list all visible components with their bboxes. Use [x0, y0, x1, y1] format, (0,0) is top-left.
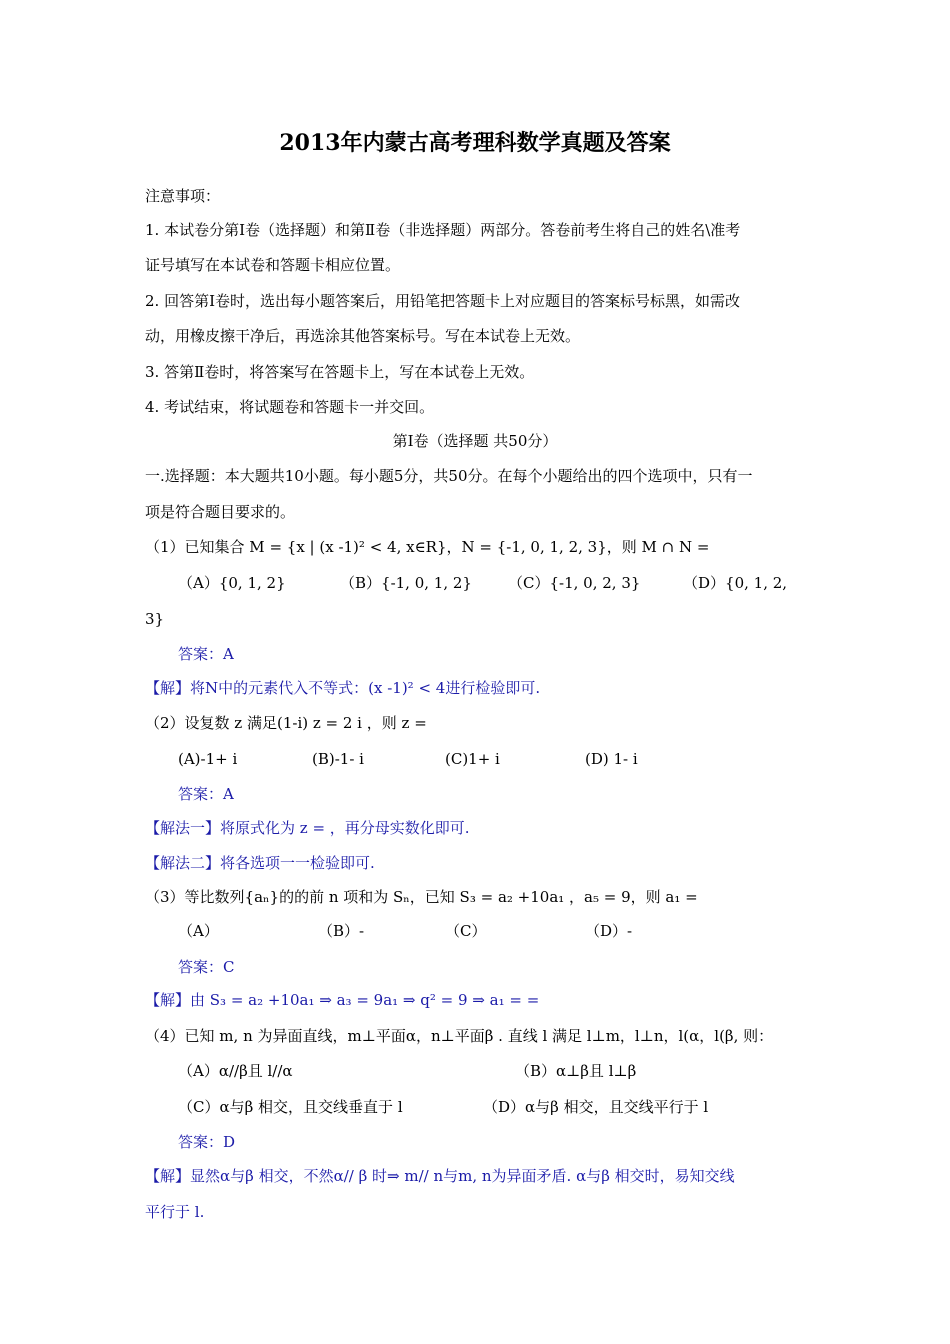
q3-option-a: （A） [178, 922, 219, 940]
section-intro: 一.选择题：本大题共10小题。每小题5分，共50分。在每个小题给出的四个选项中，只有一 [145, 467, 753, 485]
q1-option-a: （A）{0, 1, 2} [178, 574, 286, 592]
page-title: 2013年内蒙古高考理科数学真题及答案 [279, 130, 671, 156]
q1-answer: 答案：A [178, 645, 234, 663]
notice-item: 1. 本试卷分第Ⅰ卷（选择题）和第Ⅱ卷（非选择题）两部分。答卷前考生将自己的姓名\准考 [145, 221, 741, 239]
q3-solution: 【解】由 S₃ = a₂ +10a₁ ⇒ a₃ = 9a₁ ⇒ q² = 9 ⇒ a₁ = = [145, 991, 540, 1009]
q3-option-d: （D）- [585, 922, 633, 940]
question-4-stem: （4）已知 m, n 为异面直线，m⊥平面α，n⊥平面β . 直线 l 满足 l⊥m，l⊥n，l(α，l(β, 则： [145, 1027, 774, 1045]
q2-option-d: (D) 1- i [585, 750, 638, 768]
q2-solution-1: 【解法一】将原式化为 z = ，再分母实数化即可. [145, 819, 470, 837]
q4-solution-1: 【解】显然α与β 相交，不然α// β 时⇒ m// n与m, n为异面矛盾. α与β 相交时，易知交线 [145, 1167, 735, 1185]
q4-option-b: （B）α⊥β且 l⊥β [515, 1062, 637, 1080]
q3-option-b: （B）- [318, 922, 365, 940]
section-heading: 第Ⅰ卷（选择题 共50分） [392, 432, 558, 450]
notice-item: 动，用橡皮擦干净后，再选涂其他答案标号。写在本试卷上无效。 [145, 327, 581, 345]
notice-item: 3. 答第Ⅱ卷时，将答案写在答题卡上，写在本试卷上无效。 [145, 363, 535, 381]
q3-answer: 答案：C [178, 958, 235, 976]
q2-solution-2: 【解法二】将各选项一一检验即可. [145, 854, 375, 872]
q4-option-a: （A）α//β且 l//α [178, 1062, 293, 1080]
notice-heading: 注意事项： [145, 187, 221, 205]
q4-option-c: （C）α与β 相交，且交线垂直于 l [178, 1098, 403, 1116]
q1-option-d: （D）{0, 1, 2, [683, 574, 788, 592]
question-2-stem: （2）设复数 z 满足(1-i) z = 2 i ，则 z = [145, 714, 427, 732]
q1-option-b: （B）{-1, 0, 1, 2} [340, 574, 472, 592]
notice-item: 2. 回答第Ⅰ卷时，选出每小题答案后，用铅笔把答题卡上对应题目的答案标号标黑，如需改 [145, 292, 741, 310]
q4-option-d: （D）α与β 相交，且交线平行于 l [483, 1098, 709, 1116]
q2-answer: 答案：A [178, 785, 234, 803]
notice-item: 证号填写在本试卷和答题卡相应位置。 [145, 256, 401, 274]
question-1-stem: （1）已知集合 M = {x | (x -1)² < 4, x∈R}，N = {-1, 0, 1, 2, 3}，则 M ∩ N = [145, 538, 710, 556]
section-intro: 项是符合题目要求的。 [145, 503, 296, 521]
question-3-stem: （3）等比数列{aₙ}的的前 n 项和为 Sₙ，已知 S₃ = a₂ +10a₁ ，a₅ = 9，则 a₁ = [145, 888, 698, 906]
q4-solution-2: 平行于 l. [145, 1203, 205, 1221]
q2-option-b: (B)-1- i [312, 750, 364, 768]
q2-option-a: (A)-1+ i [178, 750, 238, 768]
q2-option-c: (C)1+ i [445, 750, 500, 768]
q4-answer: 答案：D [178, 1133, 236, 1151]
notice-item: 4. 考试结束，将试题卷和答题卡一并交回。 [145, 398, 435, 416]
q1-solution: 【解】将N中的元素代入不等式：(x -1)² < 4进行检验即可. [145, 679, 541, 697]
q1-option-c: （C）{-1, 0, 2, 3} [508, 574, 641, 592]
q1-option-wrap: 3} [145, 610, 165, 628]
q3-option-c: （C） [445, 922, 487, 940]
